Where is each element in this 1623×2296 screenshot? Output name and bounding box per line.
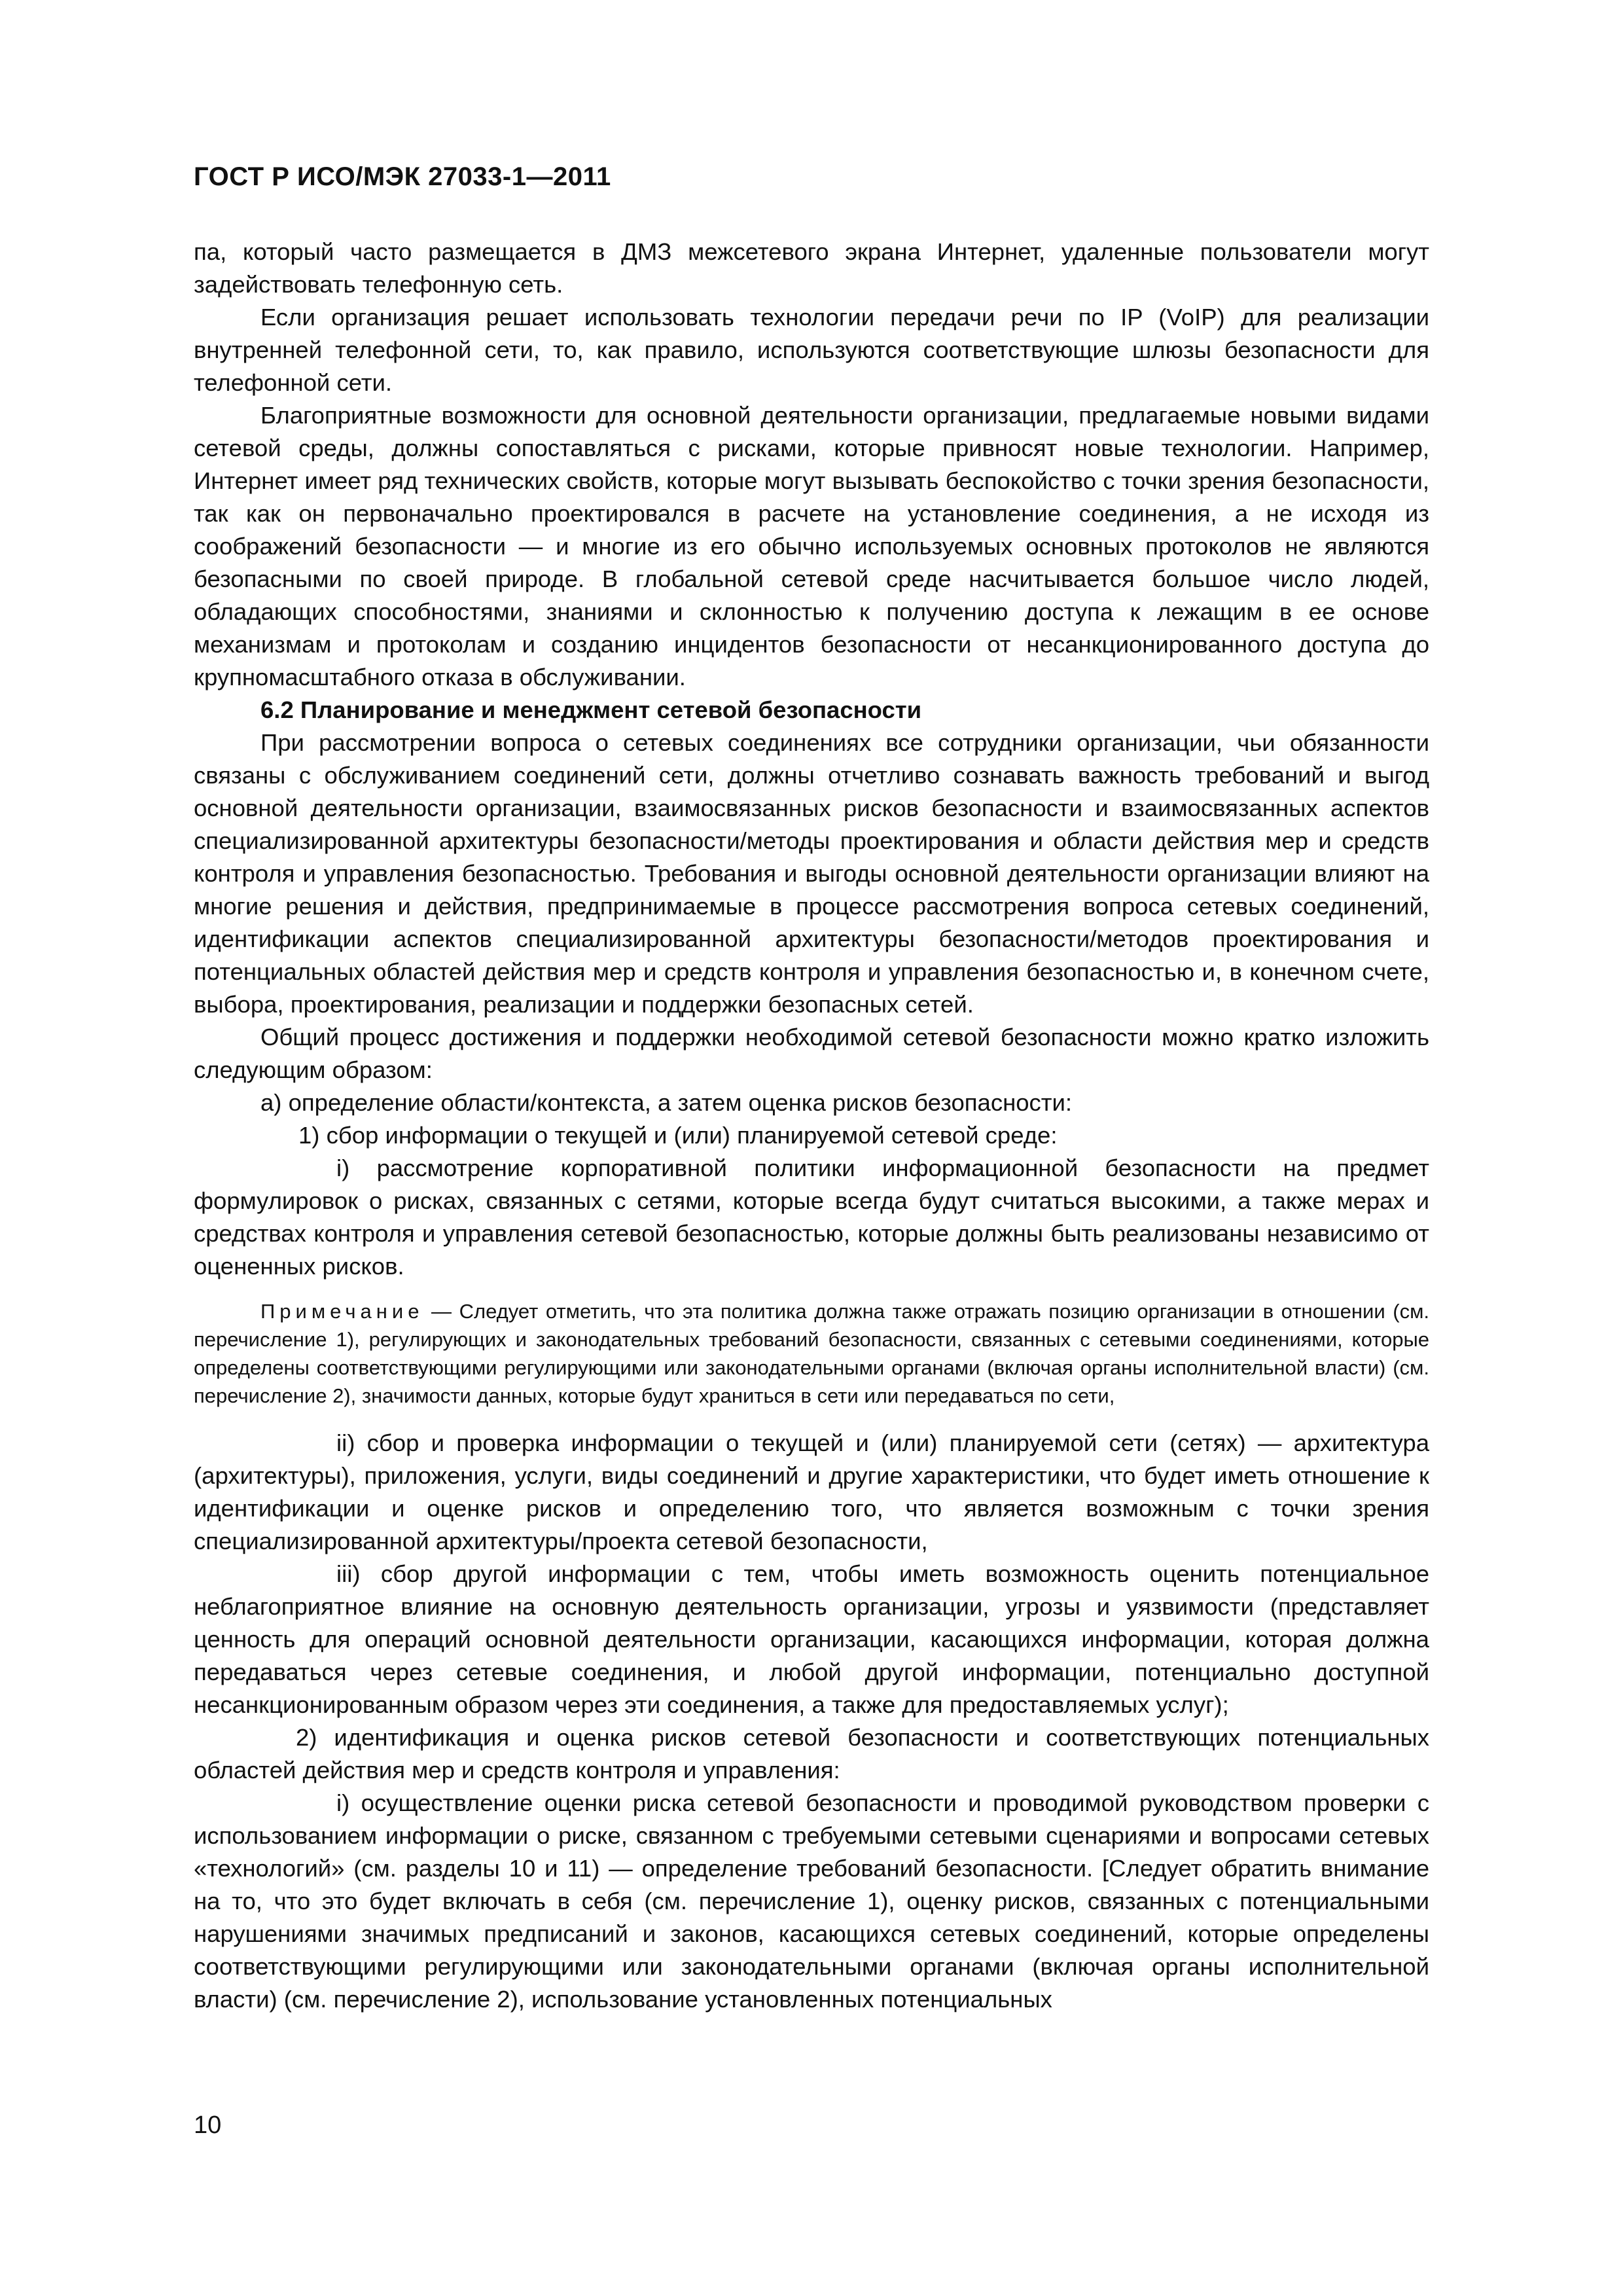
list-item-a2: 2) идентификация и оценка рисков сетевой безопасности и соответствующих потенциальных областей действия мер и средств контроля и управления: (194, 1724, 1429, 1784)
note (194, 1297, 1429, 1410)
section-heading: 6.2 Планирование и менеджмент сетевой безопасности (260, 696, 922, 723)
list-item-a1-iii: iii) сбор другой информации с тем, чтобы иметь возможность оценить потенциальное неблагоприятное влияние на основную деятельность организации, угрозы и уязвимости (представляет ценность для операций основной деятельности организации, касающихся информации, которая должна передаваться через сетевые соединения, и любой другой информации, потенциально доступной несанкционированным образом через эти соединения, а также для предоставляемых услуг); (194, 1560, 1429, 1718)
document-body (194, 236, 1429, 2016)
paragraph-consideration: При рассмотрении вопроса о сетевых соединениях все сотрудники организации, чьи обязанности связаны с обслуживанием соединений сети, должны отчетливо сознавать важность требований и выгод основной деятельности организации, взаимосвязанных рисков безопасности и взаимосвязанных аспектов специализированной архитектуры безопасности/методы проектирования и области действия мер и средств контроля и управления безопасностью. Требования и выгоды основной деятельности организации влияют на многие решения и действия, предпринимаемые в процессе рассмотрения вопроса сетевых соединений, идентификации аспектов специализированной архитектуры безопасности/методов проектирования и потенциальных областей действия мер и средств контроля и управления безопасностью и, в конечном счете, выбора, проектирования, реализации и поддержки безопасных сетей. (194, 729, 1429, 1018)
document-code-header: ГОСТ Р ИСО/МЭК 27033-1—2011 (194, 162, 611, 191)
paragraph-voip: Если организация решает использовать технологии передачи речи по IP (VoIP) для реализации внутренней телефонной сети, то, как правило, используются соответствующие шлюзы безопасности для телефонной сети. (194, 304, 1429, 396)
list-item-a: а) определение области/контекста, а затем оценка рисков безопасности: (260, 1089, 1073, 1116)
paragraph-continued: па, который часто размещается в ДМЗ межсетевого экрана Интернет, удаленные пользователи могут задействовать телефонную сеть. (194, 238, 1429, 298)
paragraph-opportunities: Благоприятные возможности для основной деятельности организации, предлагаемые новыми видами сетевой среды, должны сопоставляться с рисками, которые привносят новые технологии. Например, Интернет имеет ряд технических свойств, которые могут вызывать беспокойство с точки зрения безопасности, так как он первоначально проектировался в расчете на установление соединения, а не исходя из соображений безопасности — и многие из его обычно используемых основных протоколов не являются безопасными по своей природе. В глобальной сетевой среде насчитывается большое число людей, обладающих способностями, знаниями и склонностью к получению доступа к лежащим в ее основе механизмам и протоколам и созданию инцидентов безопасности от несанкционированного доступа до крупномасштабного отказа в обслуживании. (194, 402, 1429, 691)
list-item-a1-ii: ii) сбор и проверка информации о текущей и (или) планируемой сети (сетях) — архитектура (архитектуры), приложения, услуги, виды соединений и другие характеристики, что будет иметь отношение к идентификации и оценке рисков и определению того, что является возможным с точки зрения специализированной архитектуры/проекта сетевой безопасности, (194, 1429, 1429, 1554)
list-item-a1: 1) сбор информации о текущей и (или) планируемой сетевой среде: (298, 1122, 1058, 1149)
list-item-a2-i: i) осуществление оценки риска сетевой безопасности и проводимой руководством проверки с использованием информации о риске, связанном с требуемыми сетевыми сценариями и вопросами сетевых «технологий» (см. разделы 10 и 11) — определение требований безопасности. [Следует обратить внимание на то, что это будет включать в себя (см. перечисление 1), оценку рисков, связанных с потенциальными нарушениями значимых предписаний и законов, касающихся сетевых соединений, которые определены соответствующими регулирующими или законодательными органами (включая органы исполнительной власти) (см. перечисление 2), использование установленных потенциальных (194, 1789, 1429, 2013)
page-number: 10 (194, 2111, 222, 2139)
paragraph-process: Общий процесс достижения и поддержки необходимой сетевой безопасности можно кратко изложить следующим образом: (194, 1024, 1429, 1083)
note-lead: Примечание (260, 1300, 424, 1323)
list-item-a1-i: i) рассмотрение корпоративной политики информационной безопасности на предмет формулировок о рисках, связанных с сетями, которые всегда будут считаться высокими, а также мерах и средствах контроля и управления сетевой безопасностью, которые должны быть реализованы независимо от оцененных рисков. (194, 1155, 1429, 1280)
note-text: — Следует отметить, что эта политика должна также отражать позицию организации в отношении (см. перечисление 1), регулирующих и законодательных требований безопасности, связанных с сетевыми соединениями, которые определены соответствующими регулирующими или законодательными органами (включая органы исполнительной власти) (см. перечисление 2), значимости данных, которые будут храниться в сети или передаваться по сети, (194, 1300, 1429, 1407)
